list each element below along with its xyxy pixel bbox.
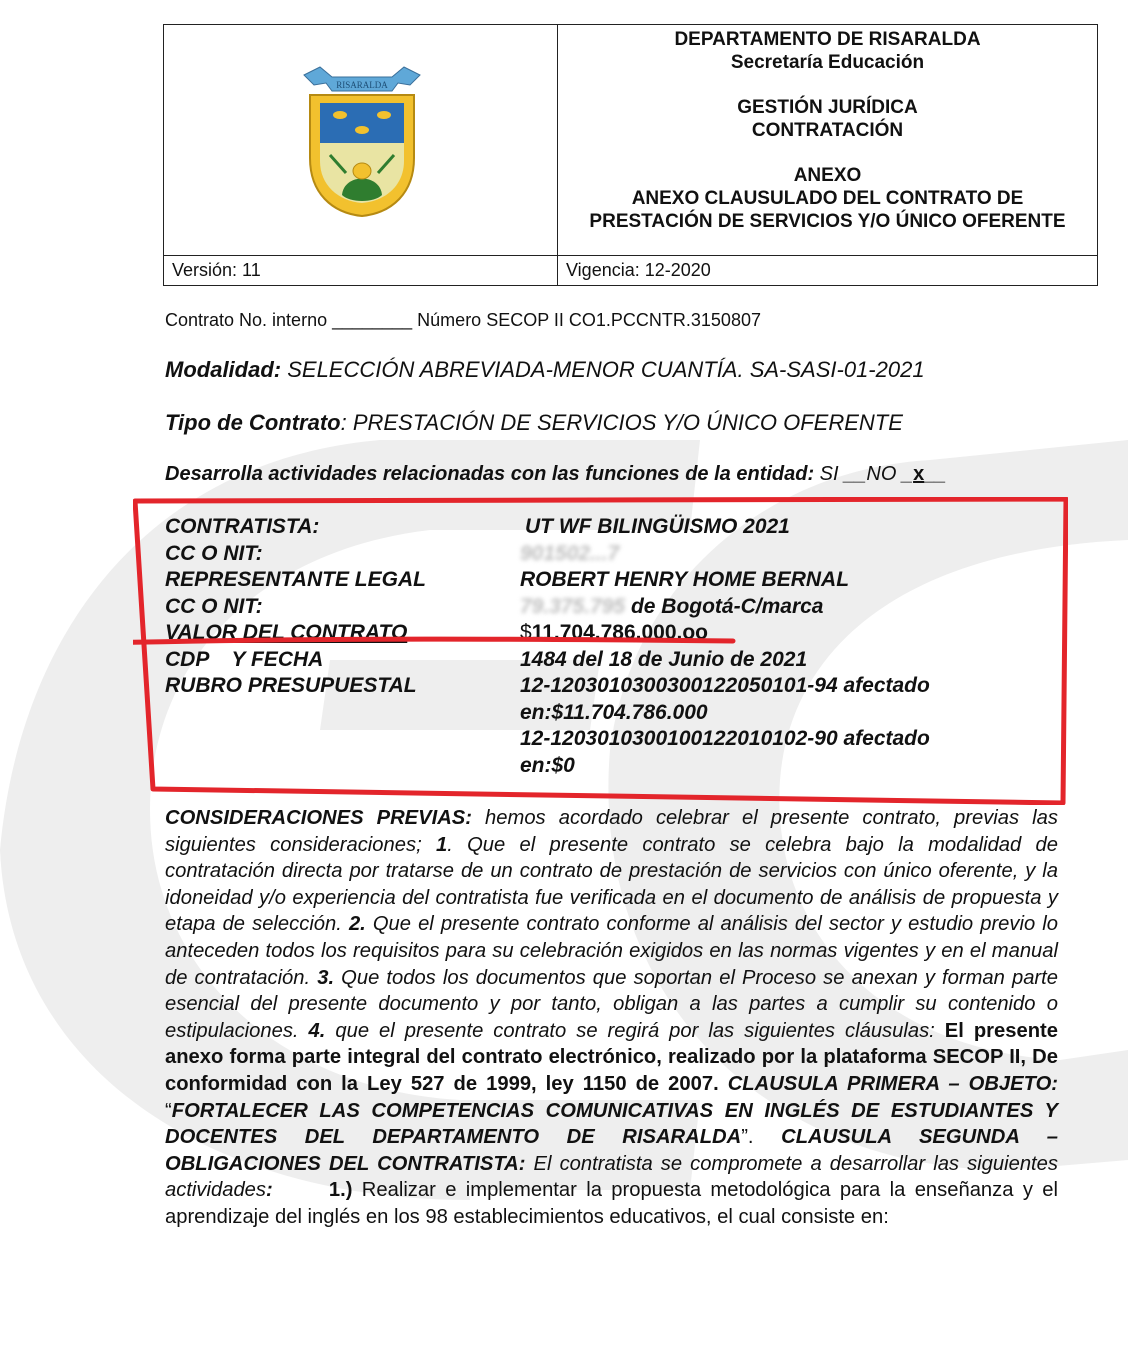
colon: : [266,1179,273,1202]
desarrolla-si-no: SI __NO _ [814,463,914,485]
version: Versión: 11 [164,256,558,286]
rubro-value-3: 12-1203010300100122010102-90 afectado [520,727,930,750]
cdp-value: 1484 del 18 de Junio de 2021 [520,647,808,671]
considerations-paragraph [165,805,1058,1231]
rubro-value-2: en:$11.704.786.000 [520,700,708,724]
cdp-key: CDP Y FECHA [165,647,324,671]
text-p1d: Que todos los documentos que soportan el Proceso se anexan y forman parte esencial del presente documento y por tanto, obligan a las partes a cumplir su contenido o estipulaciones. [165,966,1058,1042]
anexo-label: ANEXO [793,165,862,186]
dept-title: DEPARTAMENTO DE RISARALDA [674,29,981,50]
tipo-label: Tipo de Contrato [165,410,341,435]
contratacion: CONTRATACIÓN [751,120,904,141]
contratista-value: UT WF BILINGÜISMO 2021 [525,515,790,538]
rubro-key: RUBRO PRESUPUESTAL [165,674,417,697]
tipo-value: : PRESTACIÓN DE SERVICIOS Y/O ÚNICO OFERENTE [340,410,903,435]
text-p1c: Que el presente contrato conforme al análisis del sector y estudio previo lo anteceden todos los requisitos para su celebración exigidos en las normas vigentes y en el manual de contratación. [165,913,1058,989]
clausula-segunda-label: CLAUSULA SEGUNDA – OBLIGACIONES DEL CONTRATISTA: [165,1126,1058,1175]
clausula-primera-label: CLAUSULA PRIMERA – OBJETO: [718,1072,1059,1095]
cc2-key: CC O NIT: [165,594,263,618]
contrato-number-line: Contrato No. interno ________ Número SECOP II CO1.PCCNTR.3150807 [165,310,761,330]
cc2-value-redacted: 79.375.795 [520,594,626,618]
quote-open: “ [165,1099,172,1122]
logo-ribbon-text: RISARALDA [336,80,388,90]
rubro-value-1: 12-1203010300300122050101-94 afectado [520,674,930,697]
header-table [163,24,1098,286]
cc1-value-redacted: 901502...7 [520,541,620,565]
text-p1a: hemos acordado celebrar el presente contrato, previas las siguientes consideraciones; [165,807,1058,856]
valor-sign: $ [520,621,532,644]
num-3: 3. [317,966,335,989]
representante-value: ROBERT HENRY HOME BERNAL [520,568,850,591]
modalidad-value: SELECCIÓN ABREVIADA-MENOR CUANTÍA. SA-SASI-01-2021 [281,357,925,382]
red-annotation-box [133,497,1068,805]
objeto-text: FORTALECER LAS COMPETENCIAS COMUNICATIVAS EN INGLÉS DE ESTUDIANTES Y DOCENTES DEL DEPARTAMENTO DE RISARALDA [165,1099,1058,1149]
rubro-value-4: en:$0 [520,753,575,777]
contratista-key: CONTRATISTA: [165,515,320,538]
modalidad-line [165,357,925,383]
text-p1b: . Que el presente contrato se celebra bajo la modalidad de contratación directa por tratarse de un contrato de prestación de servicios con único oferente, y la idoneidad y/o experiencia del contratista fue verificada en el documento de análisis de propuesta y etapa de selección. [165,833,1058,936]
desarrolla-label: Desarrolla actividades relacionadas con las funciones de la entidad: [165,463,815,485]
desarrolla-end: __ [924,463,947,485]
text-p1e: que el presente contrato se regirá por las siguientes cláusulas: [325,1019,945,1042]
anexo-title-1: ANEXO CLAUSULADO DEL CONTRATO DE [631,188,1024,209]
text-p2: El contratista se compromete a desarrollar las siguientes actividades [165,1152,1058,1202]
tipo-contrato-line [165,410,903,436]
cc2-value: de Bogotá-C/marca [625,594,824,618]
modalidad-label: Modalidad: [165,357,282,382]
gestion-juridica: GESTIÓN JURÍDICA [737,97,918,118]
valor-key: VALOR DEL CONTRATO [165,621,408,644]
anexo-title-2: PRESTACIÓN DE SERVICIOS Y/O ÚNICO OFERENTE [589,211,1066,232]
desarrolla-line [165,463,946,486]
num-1: 1 [435,833,448,856]
header-title-cell [558,25,1098,256]
num-activity-1: 1.) [272,1179,353,1202]
cc1-key: CC O NIT: [165,541,263,565]
vigencia: Vigencia: 12-2020 [558,256,1098,286]
desarrolla-x: x [913,463,925,485]
quote-close: ”. [741,1126,782,1149]
num-4: 4. [308,1019,326,1042]
text-p3: Realizar e implementar la propuesta metodológica para la enseñanza y el aprendizaje del inglés en los 98 establecimientos educativos, el cual consiste en: [165,1179,1058,1228]
secretaria: Secretaría Educación [730,52,925,73]
consideraciones-label: CONSIDERACIONES PREVIAS: [165,807,472,829]
num-2: 2. [348,913,366,936]
representante-key: REPRESENTANTE LEGAL [165,568,426,591]
coat-of-arms-icon [302,63,422,218]
logo-cell [164,25,558,256]
anexo-statement: El presente anexo forma parte integral del contrato electrónico, realizado por la plataforma SECOP II, De conformidad con la Ley 527 de 1999, ley 1150 de 2007. [165,1019,1058,1095]
valor-value: 11.704.786.000.oo [531,621,708,644]
